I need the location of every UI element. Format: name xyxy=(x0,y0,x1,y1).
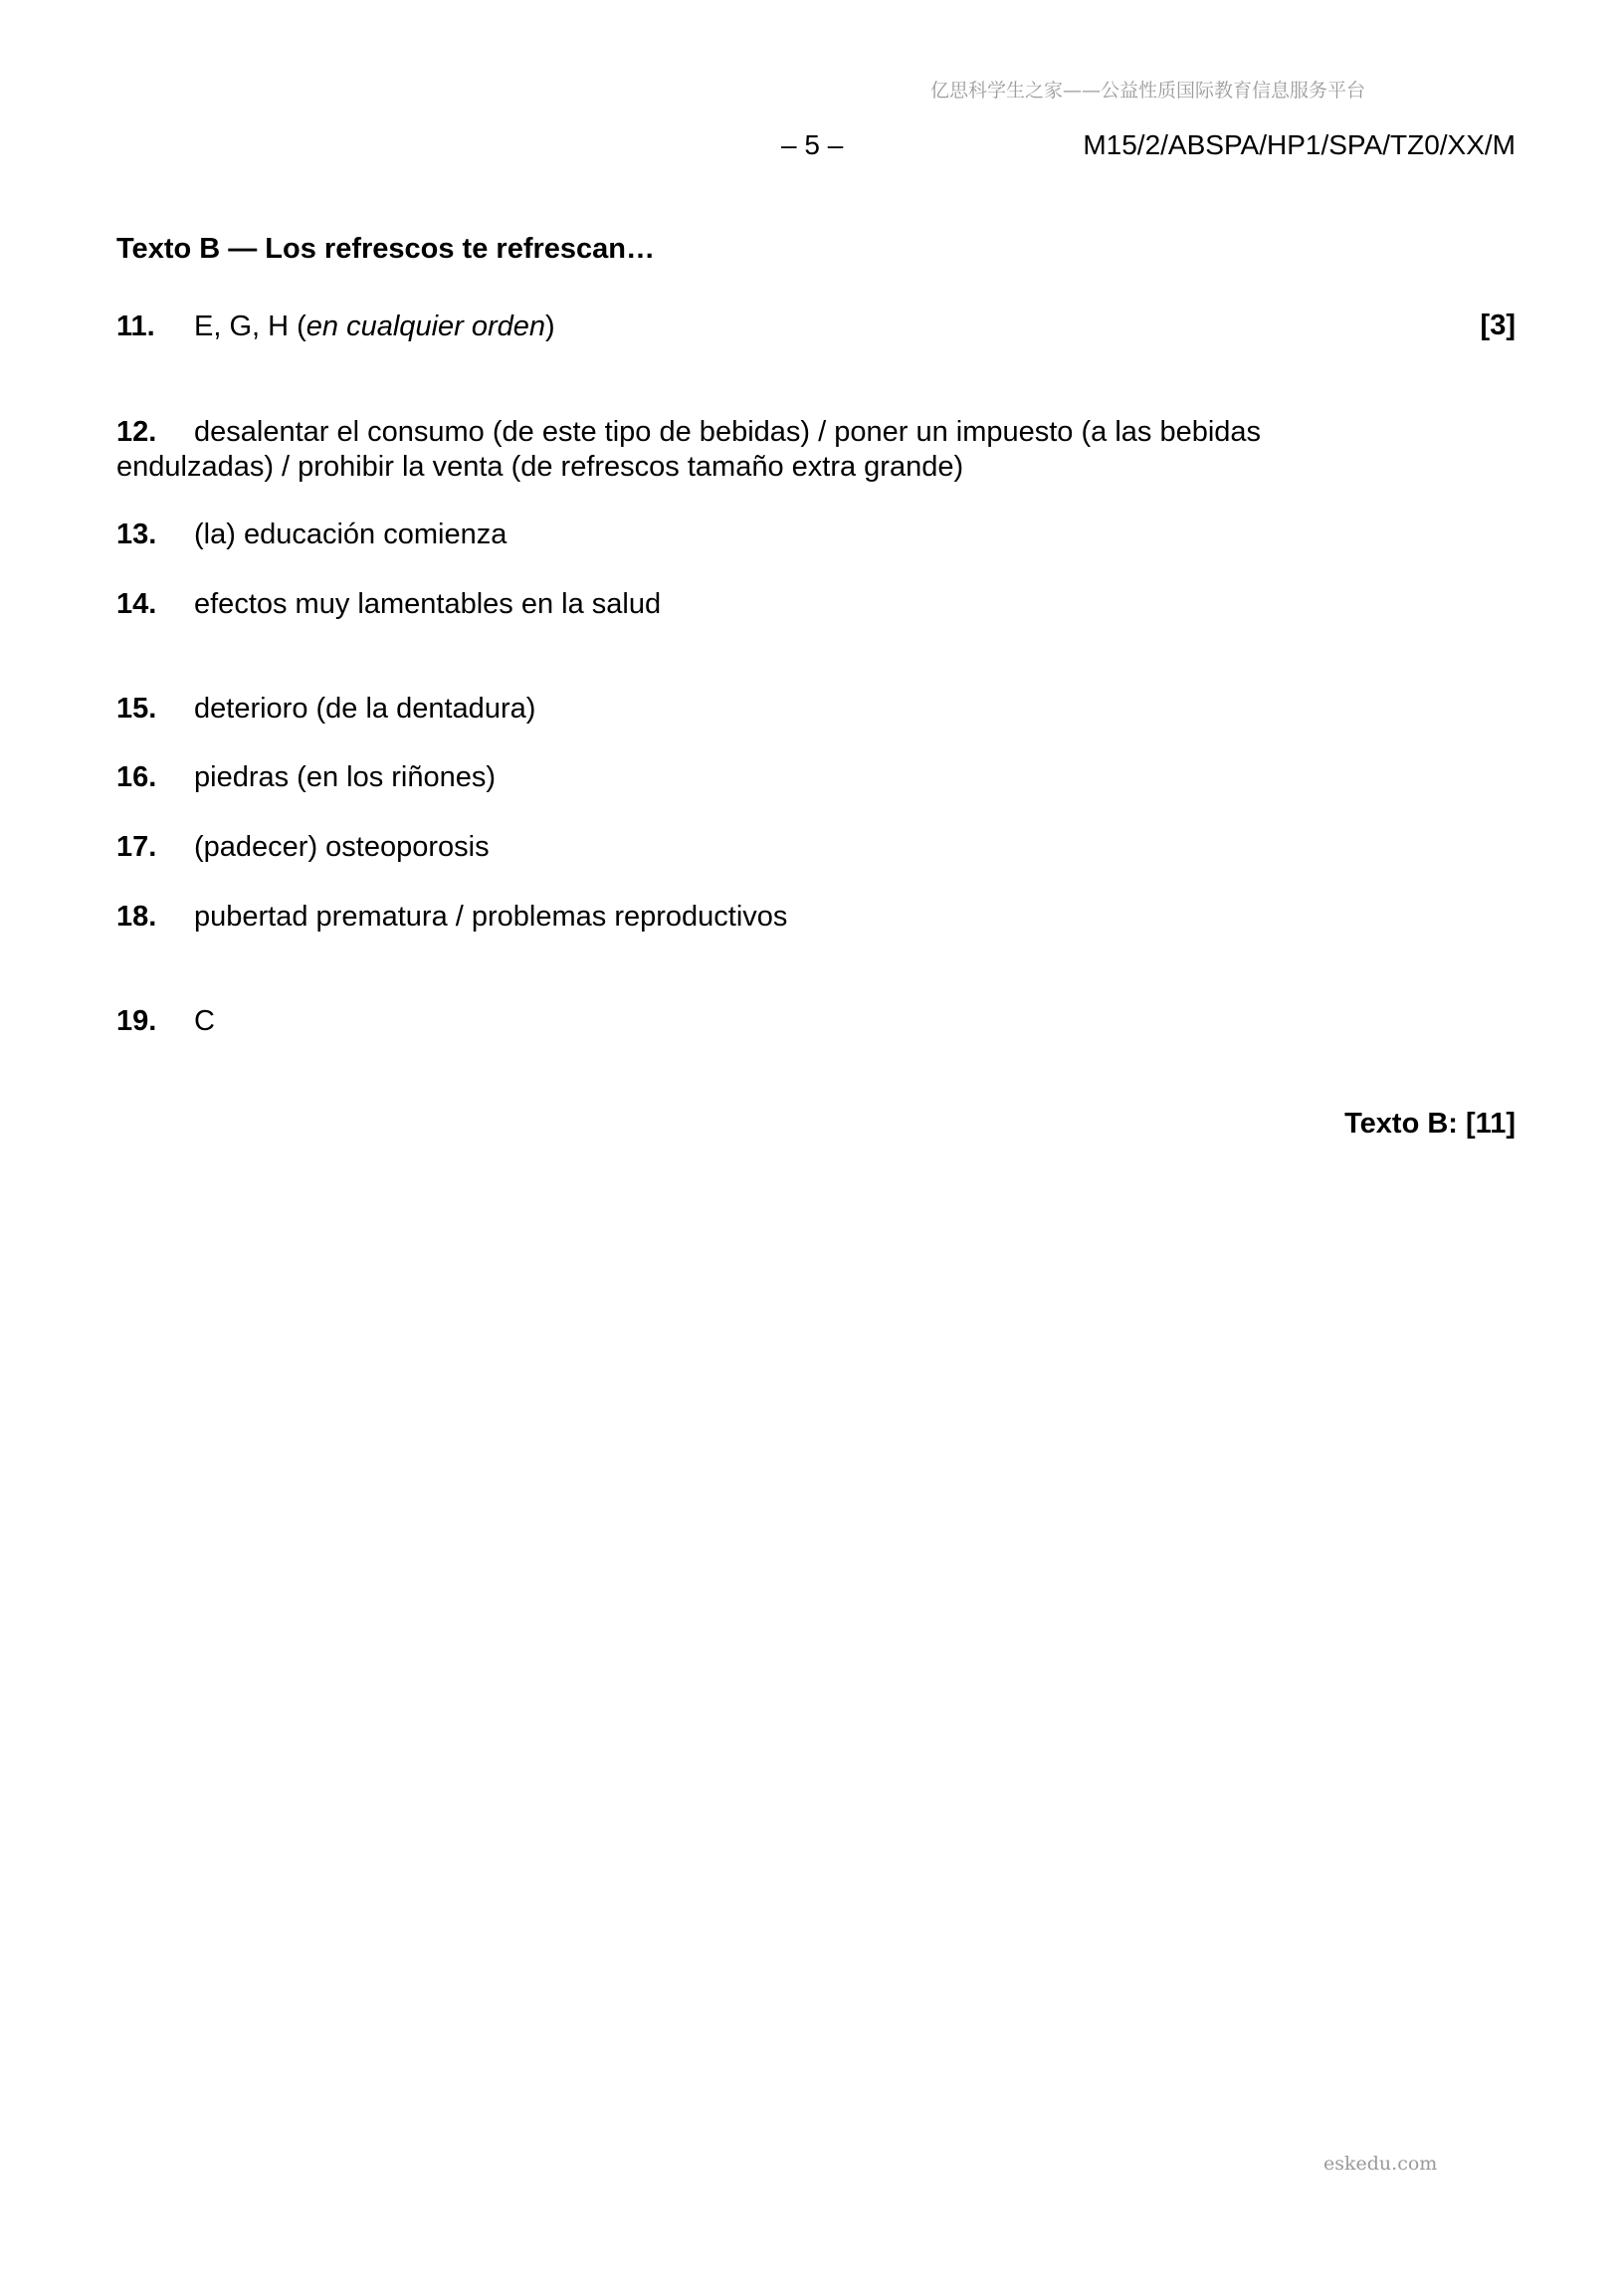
item-answer: pubertad prematura / problemas reproductivos xyxy=(194,901,788,933)
item-number: 14. xyxy=(116,588,157,620)
answer-item-16 xyxy=(116,760,496,795)
watermark-bottom: eskedu.com xyxy=(1323,2153,1438,2175)
answer-item-15 xyxy=(116,692,535,727)
item-number: 18. xyxy=(116,901,157,933)
item-marks: [3] xyxy=(1480,310,1516,341)
answer-item-17 xyxy=(116,830,490,865)
answer-item-11 xyxy=(116,310,555,344)
item-answer: (la) educación comienza xyxy=(194,519,507,550)
item-number: 15. xyxy=(116,693,157,725)
item-answer-end: ) xyxy=(545,311,555,342)
item-number: 19. xyxy=(116,1005,157,1037)
answer-item-19 xyxy=(116,1004,215,1039)
item-answer-italic: en cualquier orden xyxy=(305,311,546,342)
item-number: 13. xyxy=(116,519,157,550)
document-code: M15/2/ABSPA/HP1/SPA/TZ0/XX/M xyxy=(1083,129,1516,160)
answer-item-18 xyxy=(116,900,787,935)
answer-item-14 xyxy=(116,587,661,622)
page-number: – 5 – xyxy=(781,129,844,160)
answer-item-12 xyxy=(116,415,1360,485)
item-answer: (padecer) osteoporosis xyxy=(194,831,490,863)
item-answer: E, G, H ( xyxy=(194,311,306,342)
item-answer: piedras (en los riñones) xyxy=(194,761,497,793)
item-number: 11. xyxy=(116,311,155,342)
item-answer: desalentar el consumo (de este tipo de bebidas) / poner un impuesto (a las bebidas endulzadas) / prohibir la venta (de refrescos tamaño extra grande) xyxy=(116,416,1262,483)
watermark-top: 亿思科学生之家——公益性质国际教育信息服务平台 xyxy=(930,80,1366,102)
item-number: 12. xyxy=(116,416,157,448)
section-total: Texto B: [11] xyxy=(1344,1108,1516,1140)
answer-item-13 xyxy=(116,518,507,552)
item-number: 16. xyxy=(116,761,157,793)
item-answer: efectos muy lamentables en la salud xyxy=(194,588,662,620)
item-answer: C xyxy=(194,1005,215,1037)
item-answer: deterioro (de la dentadura) xyxy=(194,693,536,725)
item-number: 17. xyxy=(116,831,157,863)
section-title: Texto B — Los refrescos te refrescan… xyxy=(116,233,655,265)
